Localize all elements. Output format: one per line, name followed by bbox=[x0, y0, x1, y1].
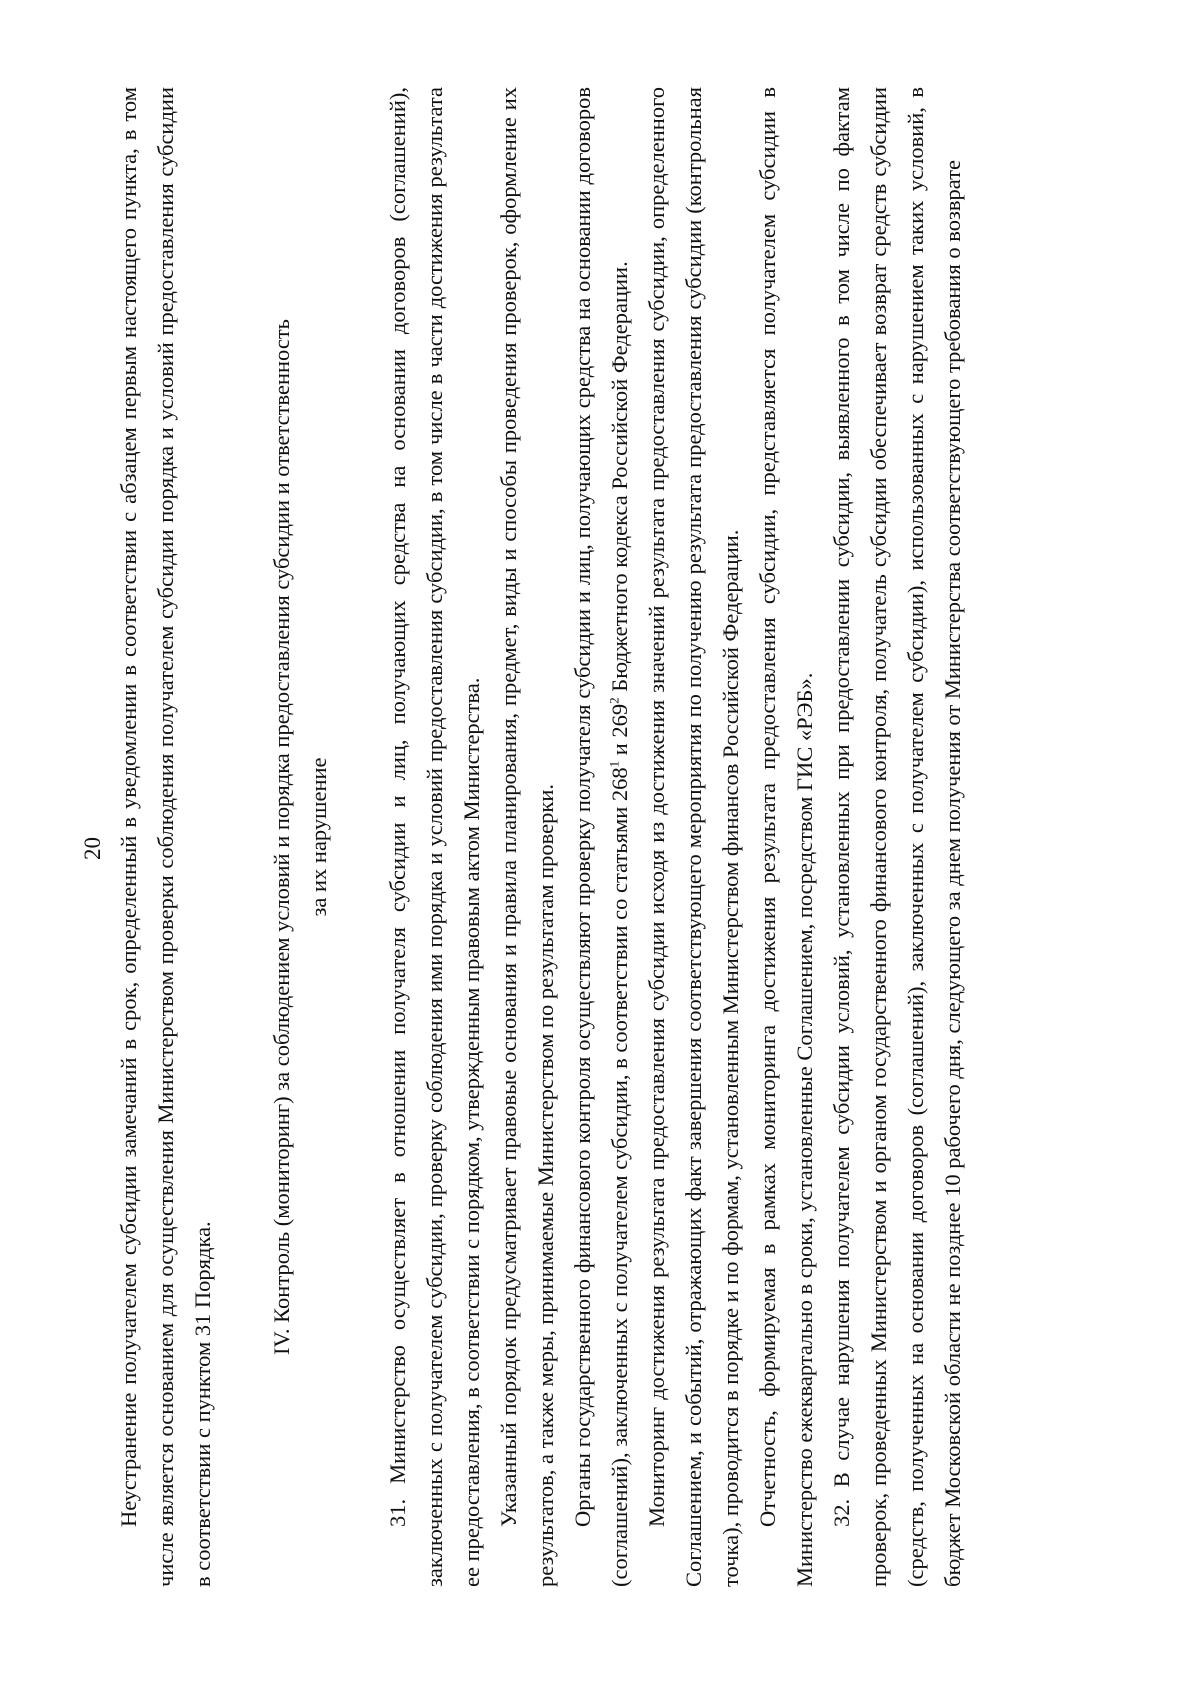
financial-control-text-3: Бюджетного кодекса Российской Федерации. bbox=[607, 261, 632, 698]
paragraph-reporting: Отчетность, формируемая в рамках мониторинга достижения результата предоставления субсидии, представляется получателем субсидии в Министерство ежеквартально в сроки, установленные Соглашением, посредством ГИС «РЭБ». bbox=[755, 87, 817, 1587]
paragraph-noncompliance: Неустранение получателем субсидии замечаний в срок, определенный в уведомлении в соответствии с абзацем первым настоящего пункта, в том числе является основанием для осуществления Министерством проверки соблюдения получателем субсидии порядка и условий предоставления субсидии в соответствии с пунктом 31 Порядка. bbox=[116, 87, 215, 1587]
footnote-sup-1: 1 bbox=[606, 760, 622, 768]
financial-control-text-2: и 269 bbox=[607, 703, 632, 761]
paragraph-financial-control bbox=[564, 87, 638, 1587]
section-heading bbox=[263, 87, 337, 1587]
section-heading-line2: за их нарушение bbox=[306, 757, 331, 917]
paragraph-procedure: Указанный порядок предусматривает правовые основания и правила планирования, предмет, виды и способы проведения проверок, оформление их результатов, а также меры, принимаемые Министерством по результатам проверки. bbox=[496, 87, 558, 1587]
paragraph-32: 32. В случае нарушения получателем субсидии условий, установленных при предоставлении субсидии, выявленного в том числе по фактам проверок, проведенных Министерством и органом государственного финансового контроля, получатель субсидии обеспечивает возврат средств субсидии (средств, полученных на основании договоров (соглашений), заключенных с получателем субсидии), использованных с нарушением таких условий, в бюджет Московской области не позднее 10 рабочего дня, следующего за днем получения от Министерства соответствующего требования о возврате bbox=[829, 87, 965, 1587]
paragraph-monitoring: Мониторинг достижения результата предоставления субсидии исходя из достижения значений результата предоставления субсидии, определенного Соглашением, и событий, отражающих факт завершения соответствующего мероприятия по получению результата предоставления субсидии (контрольная точка), проводится в порядке и по формам, установленным Министерством финансов Российской Федерации. bbox=[644, 87, 743, 1587]
document-body bbox=[110, 87, 971, 1587]
footnote-sup-2: 2 bbox=[606, 697, 622, 704]
page-number: 20 bbox=[80, 837, 105, 860]
paragraph-31: 31. Министерство осуществляет в отношении получателя субсидии и лиц, получающих средства на основании договоров (соглашений), заключенных с получателем субсидии, проверку соблюдения ими порядка и условий предоставления субсидии, в том числе в части достижения результата ее предоставления, в соответствии с порядком, утвержденным правовым актом Министерства. bbox=[385, 87, 484, 1587]
financial-control-text-1: Органы государственного финансового контроля осуществляют проверку получателя субсидии и лиц, получающих средства на основании договоров (соглашений), заключенных с получателем субсидии, в соответствии со статьями 268 bbox=[570, 87, 632, 1587]
section-heading-line1: IV. Контроль (мониторинг) за соблюдением условий и порядка предоставления субсидии и ответственность bbox=[269, 319, 294, 1355]
